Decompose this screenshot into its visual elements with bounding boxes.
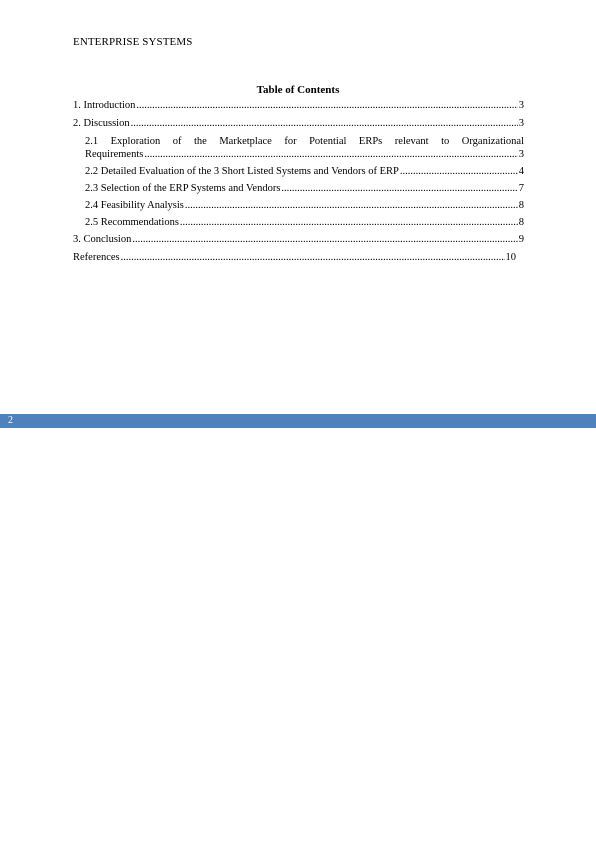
toc-entry-discussion[interactable] [73,117,524,130]
dot-leader [136,99,517,112]
toc-entry-label: References [73,252,120,263]
toc-entry-recommendations[interactable] [73,216,524,229]
toc-entry-label: 2.3 Selection of the ERP Systems and Vendors [85,183,281,194]
dot-leader [121,251,505,264]
toc-entry-selection[interactable] [73,182,524,195]
toc-entry-introduction[interactable] [73,99,524,112]
dot-leader [132,233,517,246]
dot-leader [131,117,518,130]
dot-leader [185,199,518,212]
toc-page-number: 10 [505,252,516,263]
toc-entry-conclusion[interactable] [73,233,524,246]
toc-entry-marketplace-exploration[interactable] [73,135,524,161]
toc-entry-label: 2.4 Feasibility Analysis [85,200,184,211]
toc-page-number: 4 [518,166,524,177]
toc-entry-label: 2.2 Detailed Evaluation of the 3 Short Listed Systems and Vendors of ERP [85,166,399,177]
table-of-contents [73,99,524,269]
toc-page-number: 8 [518,217,524,228]
toc-page-number: 8 [518,200,524,211]
toc-page-number: 3 [518,100,524,111]
toc-entry-label: 3. Conclusion [73,234,132,245]
toc-entry-detailed-evaluation[interactable] [73,165,524,178]
dot-leader [180,216,518,229]
toc-entry-references[interactable] [73,251,516,264]
toc-page-number: 9 [518,234,524,245]
page-number: 2 [8,415,13,426]
running-header: ENTERPRISE SYSTEMS [73,36,193,48]
toc-page-number: 7 [518,183,524,194]
toc-entry-label: 2.5 Recommendations [85,217,179,228]
toc-page-number: 3 [518,149,524,160]
footer-bar [0,414,596,428]
toc-entry-feasibility[interactable] [73,199,524,212]
toc-heading: Table of Contents [256,84,340,96]
dot-leader [281,182,517,195]
toc-page-number: 3 [518,118,524,129]
dot-leader [400,165,518,178]
toc-entry-label: 2.1 Exploration of the Marketplace for Potential ERPs relevant to Organizational [85,136,524,147]
toc-entry-label: 2. Discussion [73,118,130,129]
toc-entry-label-continued: Requirements [85,149,144,160]
dot-leader [144,148,517,161]
toc-entry-label: 1. Introduction [73,100,136,111]
